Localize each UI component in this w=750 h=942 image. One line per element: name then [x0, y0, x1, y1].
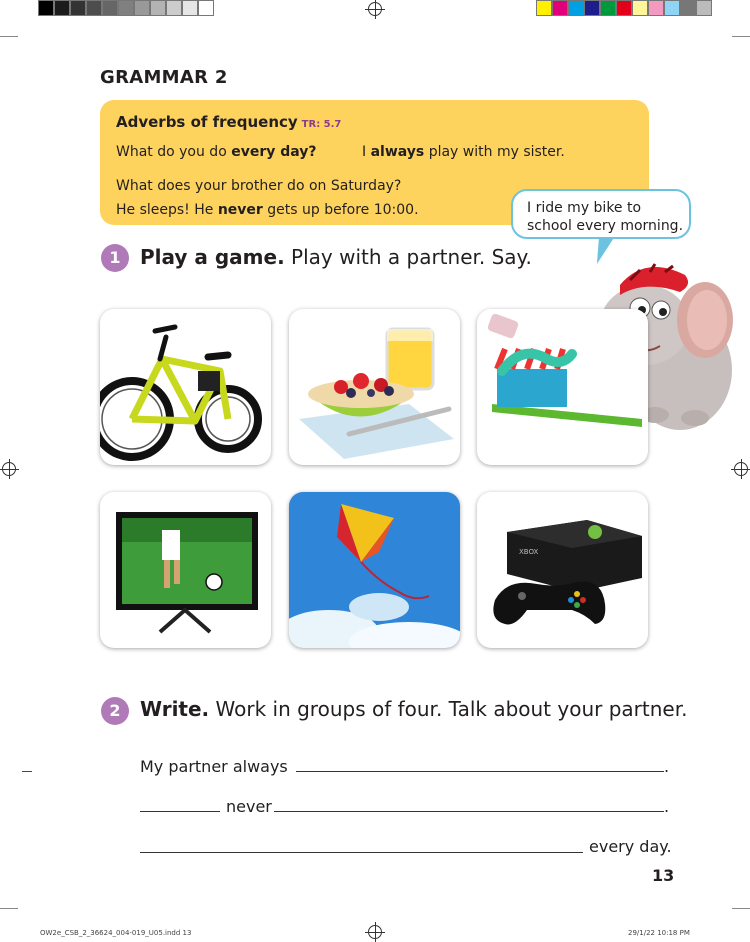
- track-reference[interactable]: TR: 5.7: [301, 119, 342, 130]
- registration-mark-top: [368, 2, 382, 16]
- write-line-3-blank[interactable]: [140, 852, 583, 853]
- q1-text: What do you do: [116, 144, 232, 160]
- a1-bold: always: [370, 144, 425, 160]
- exercise-2-instruction: [140, 697, 687, 721]
- example-answer-1: [362, 144, 565, 160]
- registration-mark-right: [734, 462, 748, 476]
- page-number: 13: [652, 866, 675, 885]
- picture-card-toothbrush[interactable]: [477, 309, 648, 465]
- color-bar: [536, 0, 712, 16]
- write-line-2-blank-start[interactable]: [140, 811, 220, 812]
- section-title: GRAMMAR 2: [100, 67, 228, 88]
- tv-football-icon: [100, 492, 271, 648]
- footer-file-name: OW2e_CSB_2_36624_004-019_U05.indd 13: [40, 929, 192, 937]
- crop-mark: [732, 908, 750, 909]
- crop-mark: [0, 36, 18, 37]
- exercise-1-instruction: [140, 245, 532, 269]
- exercise-2-text: Work in groups of four. Talk about your partner.: [209, 697, 688, 721]
- picture-card-kite[interactable]: [289, 492, 460, 648]
- footer-date: 29/1/22 10:18 PM: [628, 929, 690, 937]
- example-question-2: What does your brother do on Saturday?: [116, 178, 402, 194]
- q1-bold: every day?: [231, 144, 317, 160]
- exercise-1-text: Play with a partner. Say.: [284, 245, 532, 269]
- a2-text-pre: He sleeps! He: [116, 202, 218, 218]
- grayscale-bar: [38, 0, 214, 16]
- bicycle-icon: [100, 309, 271, 465]
- example-question-1: [116, 144, 317, 160]
- toothbrush-icon: [477, 309, 648, 465]
- grammar-title-text: Adverbs of frequency: [116, 113, 298, 131]
- a1-text-post: play with my sister.: [424, 144, 565, 160]
- picture-card-game-console[interactable]: [477, 492, 648, 648]
- exercise-2-number: 2: [101, 697, 129, 725]
- a1-text-pre: I: [362, 144, 371, 160]
- registration-mark-bottom: [368, 925, 382, 939]
- crop-mark: [732, 36, 750, 37]
- example-answer-2: [116, 202, 419, 218]
- margin-mark: [22, 771, 32, 772]
- picture-card-breakfast[interactable]: [289, 309, 460, 465]
- exercise-1-bold: Play a game.: [140, 245, 285, 269]
- game-console-icon: [477, 492, 648, 648]
- write-line-1-blank[interactable]: [296, 771, 664, 772]
- write-line-2-label: never: [226, 797, 272, 816]
- write-line-2-blank-end[interactable]: [274, 811, 664, 812]
- exercise-1-number: 1: [101, 244, 129, 272]
- a2-bold: never: [217, 202, 263, 218]
- breakfast-cereal-juice-icon: [289, 309, 460, 465]
- picture-card-bicycle[interactable]: [100, 309, 271, 465]
- grammar-box-title: [116, 113, 341, 131]
- picture-card-tv-football[interactable]: [100, 492, 271, 648]
- svg-text:XBOX: XBOX: [519, 548, 539, 556]
- write-line-3-label: every day.: [589, 837, 672, 856]
- crop-mark: [0, 908, 18, 909]
- registration-mark-left: [2, 462, 16, 476]
- write-line-1-end: .: [664, 757, 670, 776]
- exercise-2-bold: Write.: [140, 697, 210, 721]
- write-line-2-end: .: [664, 797, 670, 816]
- write-line-1-label: My partner always: [140, 757, 288, 776]
- kite-icon: [289, 492, 460, 648]
- speech-bubble: I ride my bike to school every morning.: [511, 189, 691, 239]
- a2-text-post: gets up before 10:00.: [262, 202, 419, 218]
